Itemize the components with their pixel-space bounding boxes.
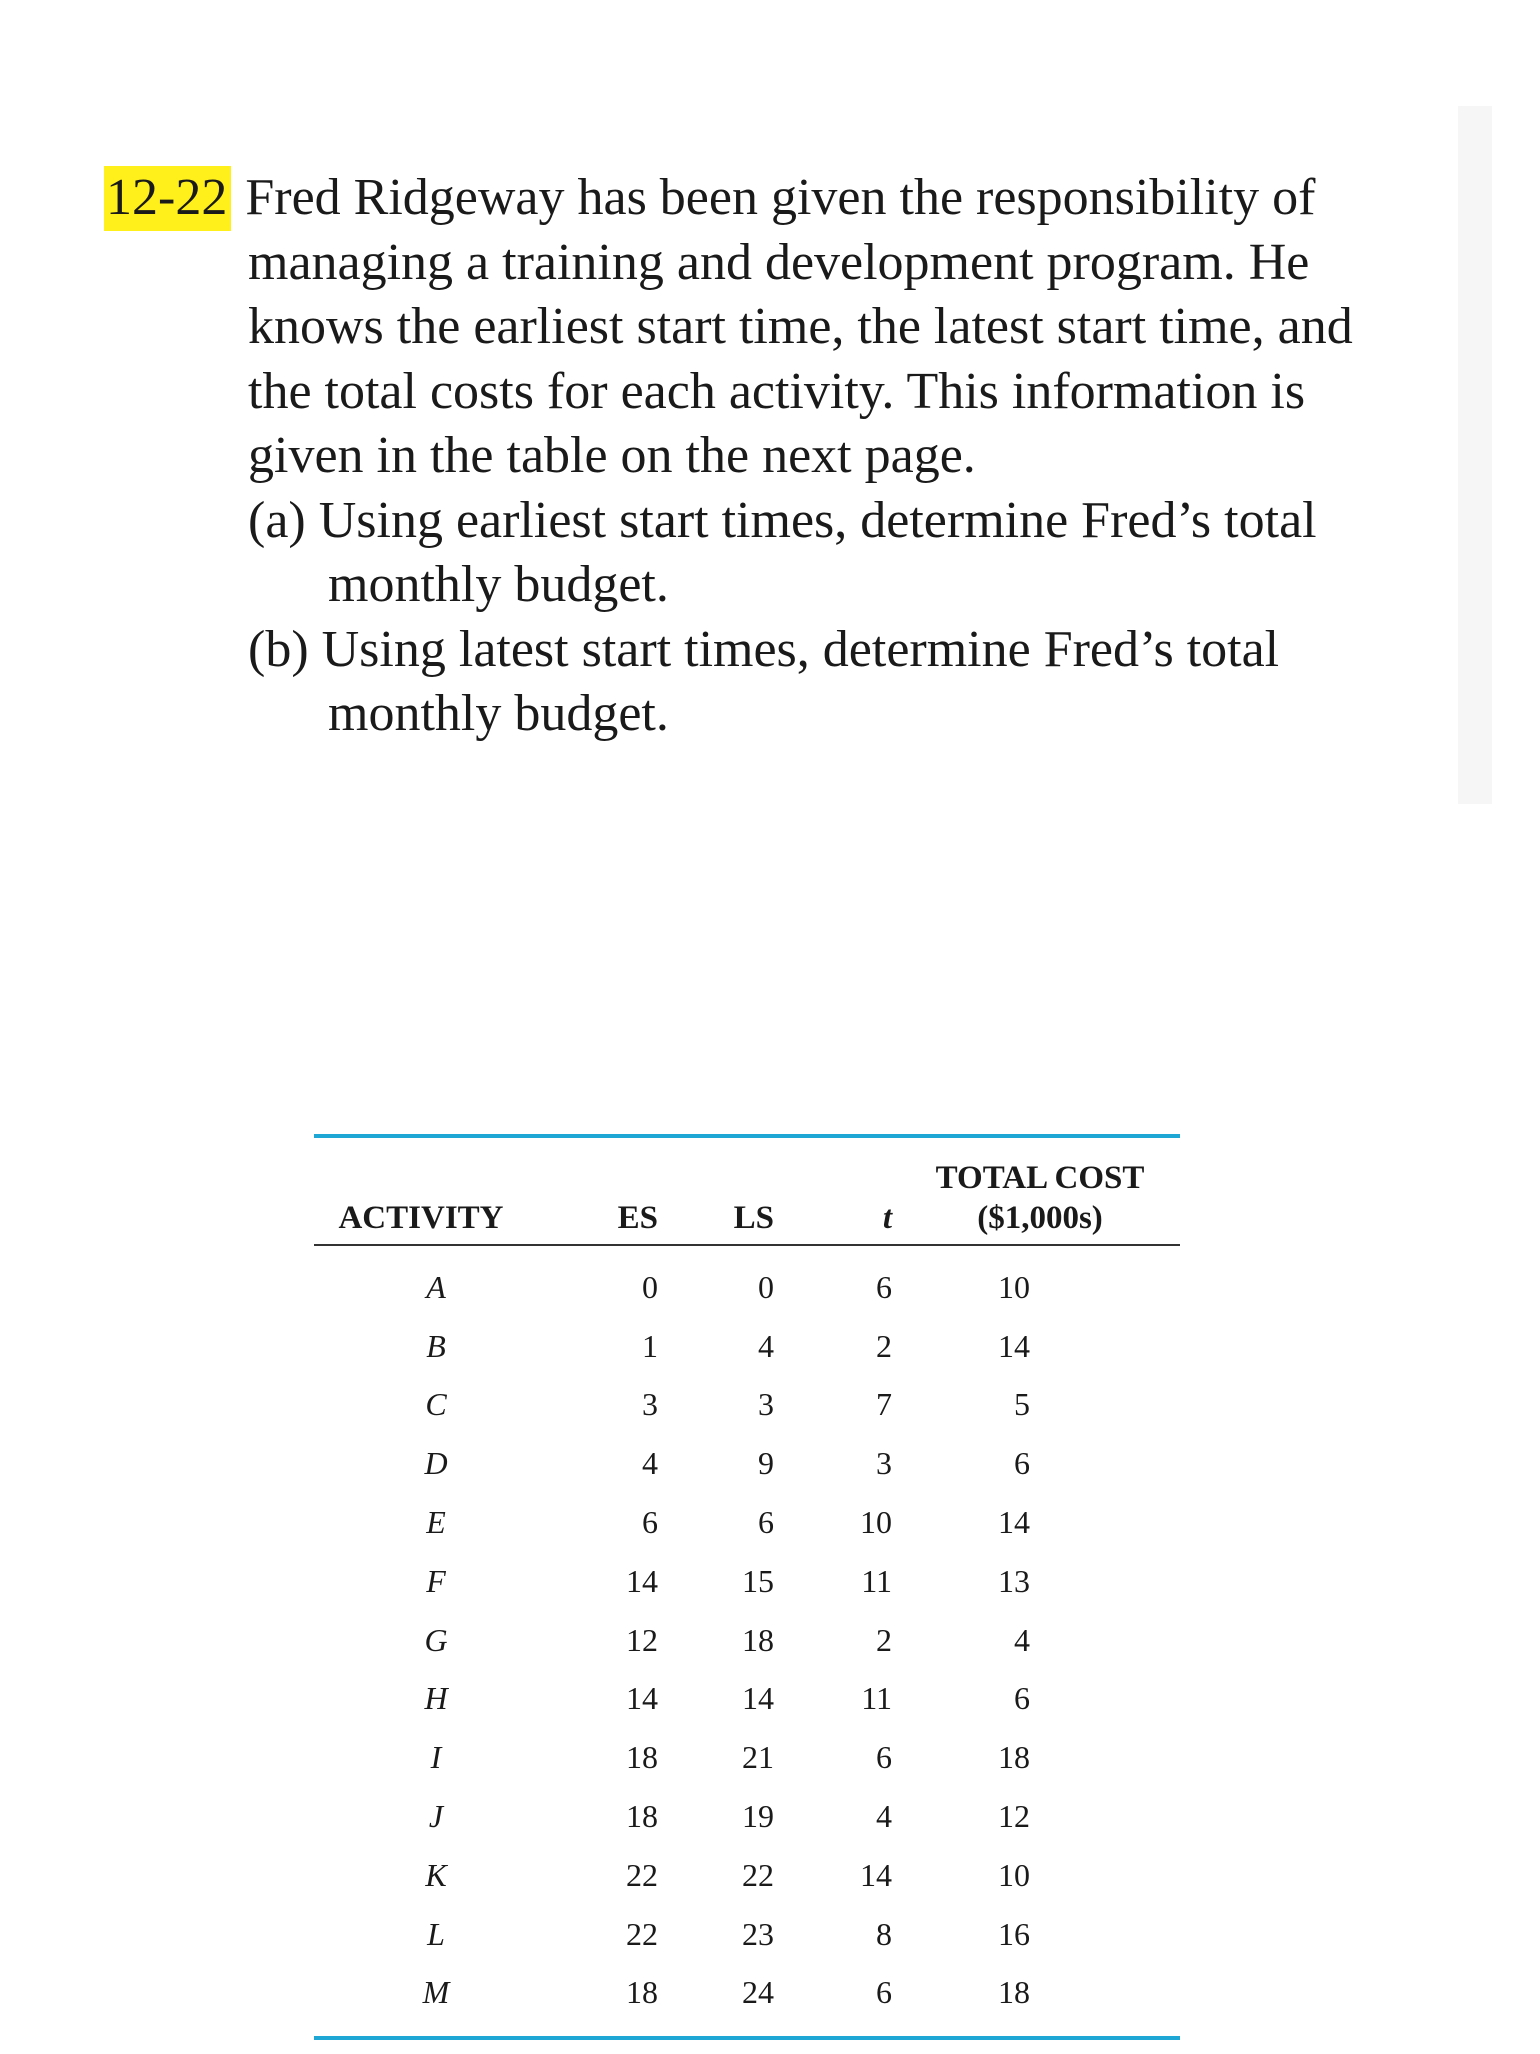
total-cost-cell: 12 bbox=[998, 1798, 1030, 1835]
table-top-rule bbox=[314, 1134, 1180, 1138]
es-cell: 12 bbox=[626, 1621, 658, 1658]
activity-cell: B bbox=[426, 1327, 446, 1364]
table-row bbox=[314, 1552, 1180, 1611]
activity-cell: F bbox=[426, 1562, 446, 1599]
table-row bbox=[314, 1964, 1180, 2023]
total-cost-cell: 10 bbox=[998, 1856, 1030, 1893]
ls-cell: 3 bbox=[758, 1386, 774, 1423]
t-cell: 4 bbox=[876, 1798, 892, 1835]
activity-cell: E bbox=[426, 1504, 446, 1541]
part-a-line-2 bbox=[104, 553, 1404, 618]
total-cost-cell: 6 bbox=[1014, 1680, 1030, 1717]
problem-statement bbox=[104, 166, 1404, 747]
problem-text-line: managing a training and development program. He bbox=[248, 233, 1310, 291]
ls-cell: 18 bbox=[742, 1621, 774, 1658]
t-cell: 11 bbox=[861, 1680, 892, 1717]
total-cost-cell: 18 bbox=[998, 1739, 1030, 1776]
t-cell: 14 bbox=[860, 1856, 892, 1893]
header-total-cost bbox=[900, 1158, 1180, 1245]
problem-text-line: the total costs for each activity. This information is bbox=[248, 362, 1306, 420]
es-cell: 22 bbox=[626, 1915, 658, 1952]
table-row bbox=[314, 1670, 1180, 1729]
activity-cell: H bbox=[424, 1680, 448, 1717]
header-es: ES bbox=[558, 1158, 664, 1245]
header-activity: ACTIVITY bbox=[314, 1158, 558, 1245]
ls-cell: 19 bbox=[742, 1798, 774, 1835]
t-cell: 6 bbox=[876, 1268, 892, 1305]
activity-cell: G bbox=[424, 1621, 448, 1658]
es-cell: 14 bbox=[626, 1562, 658, 1599]
es-cell: 3 bbox=[642, 1386, 658, 1423]
t-cell: 3 bbox=[876, 1445, 892, 1482]
es-cell: 6 bbox=[642, 1504, 658, 1541]
problem-line-1 bbox=[104, 166, 1404, 231]
ls-cell: 9 bbox=[758, 1445, 774, 1482]
ls-cell: 15 bbox=[742, 1562, 774, 1599]
t-cell: 10 bbox=[860, 1504, 892, 1541]
table-row bbox=[314, 1317, 1180, 1376]
total-cost-cell: 4 bbox=[1014, 1621, 1030, 1658]
total-cost-cell: 18 bbox=[998, 1974, 1030, 2011]
part-b-line-2 bbox=[104, 682, 1404, 747]
total-cost-cell: 5 bbox=[1014, 1386, 1030, 1423]
problem-number: 12-22 bbox=[104, 166, 231, 231]
activity-table-container bbox=[314, 1134, 1180, 2040]
part-b-text: (b) Using latest start times, determine Fred’s total bbox=[248, 620, 1280, 678]
table-header-row bbox=[314, 1158, 1180, 1245]
es-cell: 18 bbox=[626, 1739, 658, 1776]
total-cost-cell: 14 bbox=[998, 1327, 1030, 1364]
table-bottom-rule bbox=[314, 2036, 1180, 2040]
activity-cell: A bbox=[426, 1268, 446, 1305]
problem-line-2 bbox=[104, 231, 1404, 296]
problem-text-line: knows the earliest start time, the latest start time, and bbox=[248, 298, 1353, 355]
part-a-text-cont: monthly budget. bbox=[328, 556, 669, 613]
table-row bbox=[314, 1434, 1180, 1493]
page-edge-strip bbox=[1458, 106, 1492, 804]
table-row bbox=[314, 1728, 1180, 1787]
t-cell: 2 bbox=[876, 1621, 892, 1658]
ls-cell: 0 bbox=[758, 1268, 774, 1305]
es-cell: 1 bbox=[642, 1327, 658, 1364]
problem-text-line: Fred Ridgeway has been given the responsibility of bbox=[245, 169, 1316, 226]
total-cost-cell: 6 bbox=[1014, 1445, 1030, 1482]
total-cost-cell: 10 bbox=[998, 1268, 1030, 1305]
problem-line-5 bbox=[104, 424, 1404, 489]
activity-cell: M bbox=[422, 1974, 450, 2011]
part-b-text-cont: monthly budget. bbox=[328, 685, 669, 742]
table-row bbox=[314, 1905, 1180, 1964]
es-cell: 18 bbox=[626, 1798, 658, 1835]
es-cell: 14 bbox=[626, 1680, 658, 1717]
ls-cell: 4 bbox=[758, 1327, 774, 1364]
table-row bbox=[314, 1787, 1180, 1846]
header-total-cost-line1: TOTAL COST bbox=[935, 1160, 1145, 1196]
part-a-text: (a) Using earliest start times, determine Fred’s total bbox=[248, 491, 1317, 549]
activity-cell: I bbox=[430, 1739, 442, 1776]
activity-cell: L bbox=[427, 1915, 445, 1952]
total-cost-cell: 13 bbox=[998, 1562, 1030, 1599]
es-cell: 0 bbox=[642, 1268, 658, 1305]
ls-cell: 22 bbox=[742, 1856, 774, 1893]
total-cost-cell: 16 bbox=[998, 1915, 1030, 1952]
activity-table bbox=[314, 1158, 1180, 2022]
total-cost-cell: 14 bbox=[998, 1504, 1030, 1541]
activity-cell: C bbox=[425, 1386, 447, 1423]
activity-cell: D bbox=[424, 1445, 448, 1482]
t-cell: 2 bbox=[876, 1327, 892, 1364]
table-row bbox=[314, 1611, 1180, 1670]
ls-cell: 14 bbox=[742, 1680, 774, 1717]
problem-text-line: given in the table on the next page. bbox=[248, 427, 976, 484]
ls-cell: 21 bbox=[742, 1739, 774, 1776]
table-row bbox=[314, 1846, 1180, 1905]
table-row bbox=[314, 1245, 1180, 1317]
es-cell: 4 bbox=[642, 1445, 658, 1482]
activity-cell: K bbox=[425, 1856, 447, 1893]
header-ls: LS bbox=[664, 1158, 782, 1245]
t-cell: 7 bbox=[876, 1386, 892, 1423]
problem-line-3 bbox=[104, 295, 1404, 360]
t-cell: 6 bbox=[876, 1974, 892, 2011]
ls-cell: 23 bbox=[742, 1915, 774, 1952]
activity-cell: J bbox=[428, 1798, 444, 1835]
problem-line-4 bbox=[104, 360, 1404, 425]
part-a-line-1 bbox=[104, 489, 1404, 554]
es-cell: 22 bbox=[626, 1856, 658, 1893]
ls-cell: 24 bbox=[742, 1974, 774, 2011]
t-cell: 11 bbox=[861, 1562, 892, 1599]
part-b-line-1 bbox=[104, 618, 1404, 683]
ls-cell: 6 bbox=[758, 1504, 774, 1541]
t-cell: 6 bbox=[876, 1739, 892, 1776]
table-row bbox=[314, 1493, 1180, 1552]
header-t: t bbox=[782, 1158, 900, 1245]
header-total-cost-line2: ($1,000s) bbox=[977, 1200, 1103, 1236]
t-cell: 8 bbox=[876, 1915, 892, 1952]
table-row bbox=[314, 1376, 1180, 1435]
es-cell: 18 bbox=[626, 1974, 658, 2011]
